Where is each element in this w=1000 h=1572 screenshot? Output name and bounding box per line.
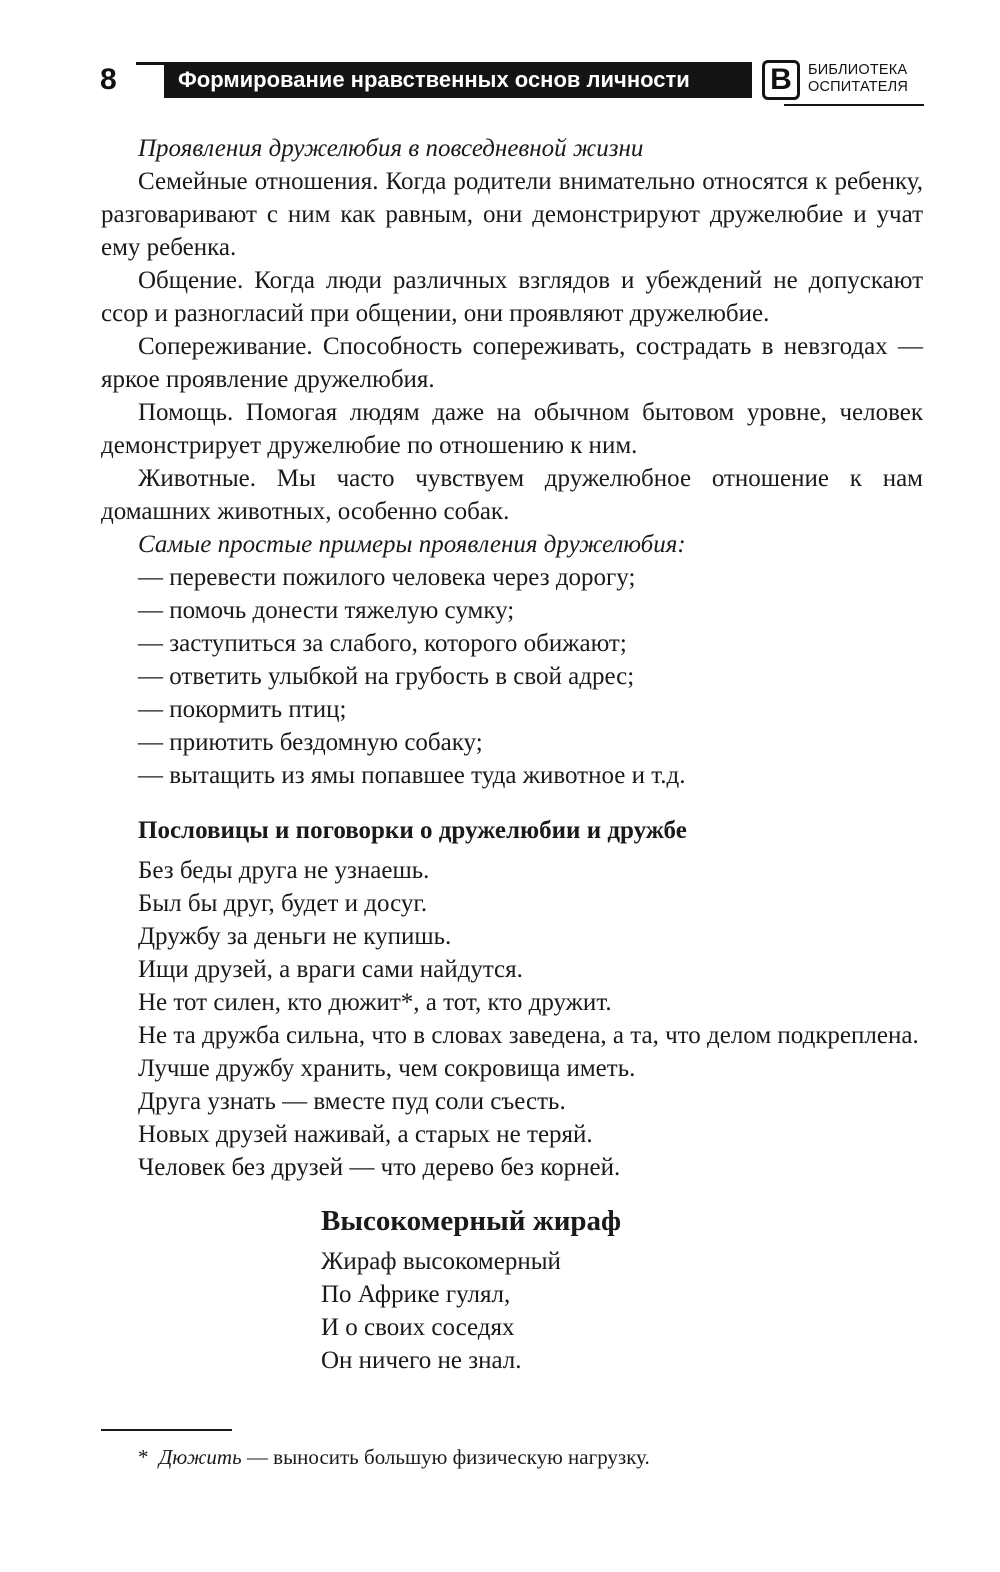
proverb: Ищи друзей, а враги сами найдутся.	[138, 956, 523, 983]
logo-line-1: БИБЛИОТЕКА	[808, 62, 908, 78]
paragraph: Животные. Мы часто чувствуем дружелюбное отношение к нам домашних животных, особенно собак.	[101, 465, 923, 525]
proverb: Человек без друзей — что дерево без корней.	[138, 1154, 621, 1181]
footnote-marker: *	[138, 1445, 149, 1469]
logo-letter: В	[762, 60, 800, 100]
page-header	[100, 58, 922, 108]
paragraph: Сопереживание. Способность сопереживать, сострадать в невзгодах — яркое проявление дружелюбия.	[101, 333, 923, 393]
list-item: — помочь донести тяжелую сумку;	[138, 597, 515, 624]
examples-title: Самые простые примеры проявления дружелюбия:	[138, 531, 686, 558]
paragraph: Помощь. Помогая людям даже на обычном бытовом уровне, человек демонстрирует дружелюбие по отношению к ним.	[101, 399, 923, 459]
proverb: Был бы друг, будет и досуг.	[138, 890, 428, 917]
logo-text	[808, 62, 924, 96]
page-body	[101, 132, 923, 1377]
proverb: Лучше дружбу хранить, чем сокровища иметь.	[138, 1055, 636, 1082]
poem-title: Высокомерный жираф	[321, 1205, 622, 1237]
series-logo	[762, 58, 924, 106]
poem-line: Жираф высокомерный	[321, 1248, 561, 1275]
proverb: Не тот силен, кто дюжит*, а тот, кто дружит.	[138, 989, 612, 1016]
paragraph: Общение. Когда люди различных взглядов и убеждений не допускают ссор и разногласий при общении, они проявляют дружелюбие.	[101, 267, 923, 327]
footnote	[138, 1442, 898, 1472]
list-item: — вытащить из ямы попавшее туда животное и т.д.	[138, 762, 686, 789]
footnote-term: Дюжить	[159, 1445, 242, 1469]
examples-list	[101, 561, 923, 792]
section-subtitle: Проявления дружелюбия в повседневной жизни	[138, 135, 644, 162]
list-item: — ответить улыбкой на грубость в свой адрес;	[138, 663, 635, 690]
proverb: Не та дружба сильна, что в словах заведена, а та, что делом подкреплена.	[138, 1022, 919, 1049]
poem-line: Он ничего не знал.	[321, 1347, 522, 1374]
logo-line-2: ОСПИТАТЕЛЯ	[808, 79, 909, 95]
footnote-rule	[101, 1429, 232, 1431]
poem-body	[101, 1245, 923, 1377]
proverb: Друга узнать — вместе пуд соли съесть.	[138, 1088, 566, 1115]
header-rule	[136, 62, 166, 65]
poem-line: И о своих соседях	[321, 1314, 515, 1341]
proverbs-list	[101, 854, 923, 1184]
list-item: — приютить бездомную собаку;	[138, 729, 483, 756]
running-title: Формирование нравственных основ личности	[164, 62, 752, 98]
list-item: — заступиться за слабого, которого обижают;	[138, 630, 627, 657]
page-number: 8	[100, 63, 117, 96]
list-item: — покормить птиц;	[138, 696, 347, 723]
proverb: Новых друзей наживай, а старых не теряй.	[138, 1121, 593, 1148]
footnote-definition: — выносить большую физическую нагрузку.	[246, 1445, 650, 1469]
paragraph: Семейные отношения. Когда родители внимательно относятся к ребенку, разговаривают с ним как равным, они демонстрируют дружелюбие и учат ему ребенка.	[101, 168, 923, 261]
logo-rule	[784, 104, 924, 106]
proverbs-heading: Пословицы и поговорки о дружелюбии и дружбе	[138, 817, 687, 844]
list-item: — перевести пожилого человека через дорогу;	[138, 564, 636, 591]
poem-line: По Африке гулял,	[321, 1281, 511, 1308]
proverb: Дружбу за деньги не купишь.	[138, 923, 452, 950]
proverb: Без беды друга не узнаешь.	[138, 857, 430, 884]
